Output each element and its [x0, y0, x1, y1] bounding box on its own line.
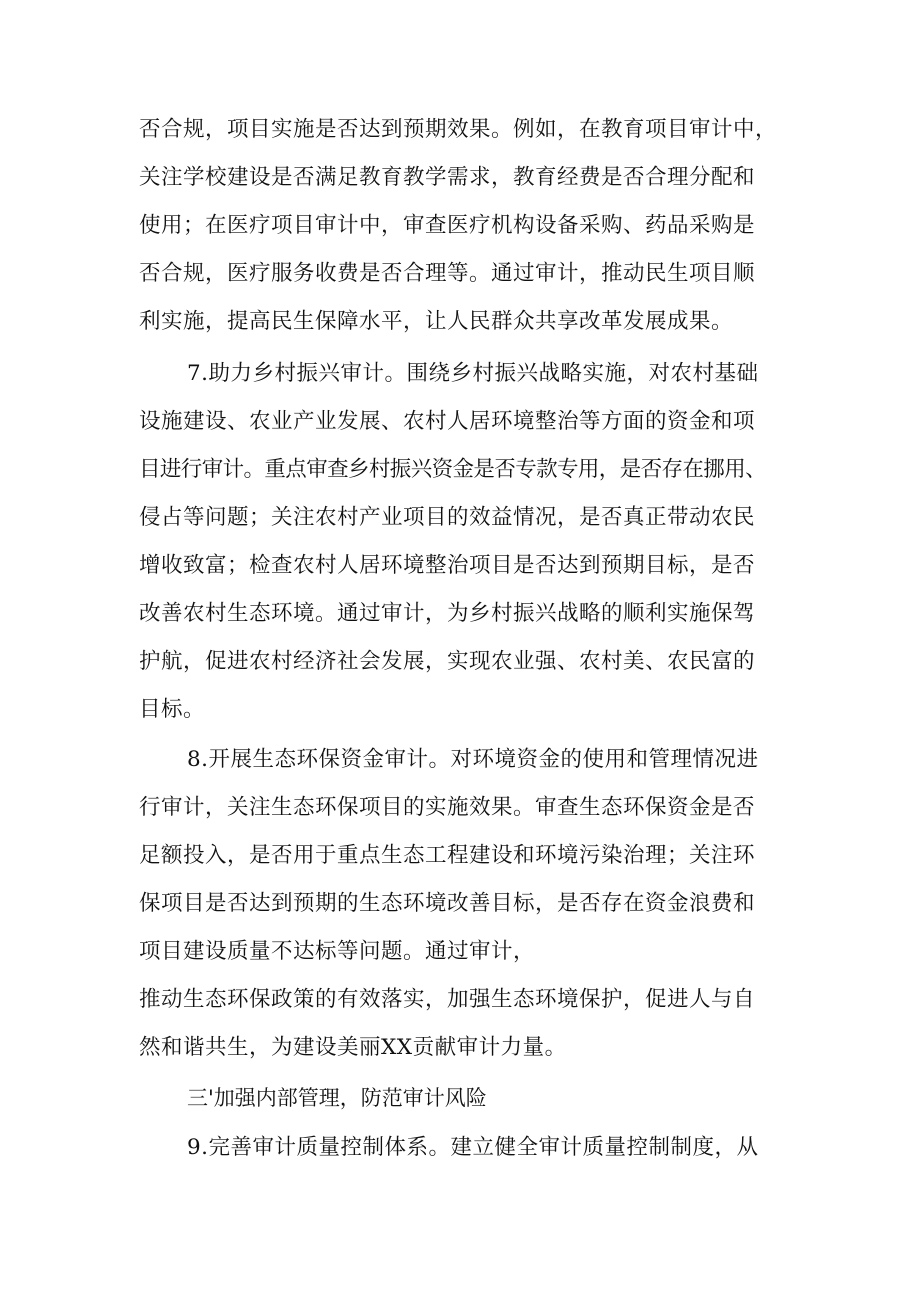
- paragraph-8-line-2: 行审计，关注生态环保项目的实施效果。审查生态环保资金是否: [139, 795, 756, 820]
- paragraph-6-line-5: 利实施，提高民生保障水平，让人民群众共享改革发展成果。: [139, 309, 734, 334]
- paragraph-7-line-4: 侵占等问题；关注农村产业项目的效益情况，是否真正带动农民: [139, 505, 756, 530]
- paragraph-6-line-1: 否合规，项目实施是否达到预期效果。例如，在教育项目审计中，: [139, 117, 778, 142]
- paragraph-7-line-8: 目标。: [139, 697, 206, 722]
- paragraph-8-line-1: 8.开展生态环保资金审计。对环境资金的使用和管理情况进: [187, 747, 759, 772]
- paragraph-8-line-7: 然和谐共生，为建设美丽XX贡献审计力量。: [139, 1035, 567, 1060]
- paragraph-8-line-5: 项目建设质量不达标等问题。通过审计，: [139, 939, 536, 964]
- paragraph-7-line-6: 改善农村生态环境。通过审计，为乡村振兴战略的顺利实施保驾: [139, 601, 756, 626]
- paragraph-9-line-1: 9.完善审计质量控制体系。建立健全审计质量控制制度，从: [187, 1135, 759, 1160]
- paragraph-6-line-4: 否合规，医疗服务收费是否合理等。通过审计，推动民生项目顺: [139, 261, 756, 286]
- paragraph-8-line-4: 保项目是否达到预期的生态环境改善目标，是否存在资金浪费和: [139, 891, 756, 916]
- paragraph-7-line-7: 护航，促进农村经济社会发展，实现农业强、农村美、农民富的: [139, 649, 756, 674]
- paragraph-6-line-3: 使用；在医疗项目审计中，审查医疗机构设备采购、药品采购是: [139, 213, 756, 238]
- paragraph-6-line-2: 关注学校建设是否满足教育教学需求，教育经费是否合理分配和: [139, 165, 756, 190]
- section-3-heading: 三'加强内部管理，防范审计风险: [187, 1086, 487, 1110]
- paragraph-7-line-1: 7.助力乡村振兴审计。围绕乡村振兴战略实施，对农村基础: [187, 361, 759, 386]
- paragraph-8-line-6: 推动生态环保政策的有效落实，加强生态环境保护，促进人与自: [139, 987, 756, 1012]
- paragraph-7-line-2: 设施建设、农业产业发展、农村人居环境整治等方面的资金和项: [139, 409, 756, 434]
- paragraph-7-line-3: 目进行审计。重点审查乡村振兴资金是否专款专用，是否存在挪用、: [139, 457, 767, 482]
- paragraph-8-line-3: 足额投入，是否用于重点生态工程建设和环境污染治理；关注环: [139, 843, 756, 868]
- paragraph-7-line-5: 增收致富；检查农村人居环境整治项目是否达到预期目标，是否: [139, 553, 756, 578]
